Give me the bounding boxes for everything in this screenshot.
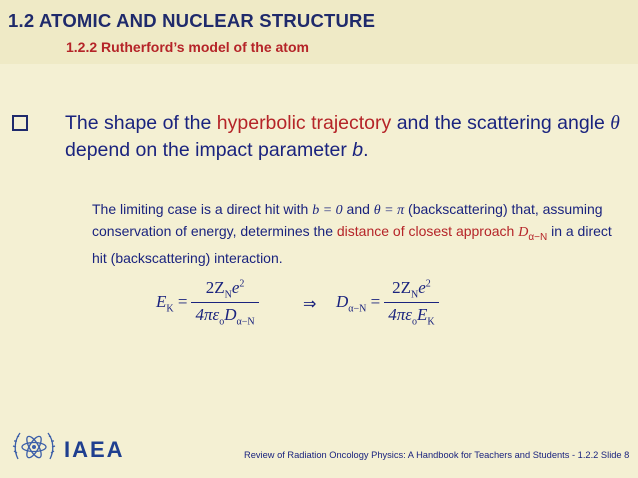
bullet-text-part: depend on the impact parameter <box>65 139 353 161</box>
eq-denominator: 4πε <box>388 305 412 325</box>
impact-parameter-symbol: b <box>352 139 364 161</box>
main-bullet-text <box>65 110 625 164</box>
eq-denominator-sub: o <box>411 316 417 328</box>
detail-highlight: distance of closest approach <box>336 223 515 239</box>
slide-title: 1.2 ATOMIC AND NUCLEAR STRUCTURE <box>8 10 376 31</box>
theta-equals-pi: θ = π <box>373 203 405 218</box>
eq-numerator-sub: N <box>224 289 232 301</box>
kinetic-energy-equation <box>156 278 259 334</box>
eq-right-fraction <box>384 278 438 328</box>
eq-numerator: 2Z <box>392 278 411 297</box>
eq-E-subscript: K <box>166 303 174 315</box>
eq-charge-e: e <box>418 278 426 297</box>
distance-subscript: α−N <box>528 231 548 243</box>
detail-text-part: in a direct hit (backscattering) interaction. <box>92 223 612 266</box>
distance-equation <box>336 278 439 334</box>
eq-D-subscript: α−N <box>348 303 367 315</box>
theta-symbol: θ <box>610 113 620 134</box>
eq-charge-e: e <box>231 278 240 297</box>
distance-symbol: D <box>518 225 529 240</box>
eq-numerator-sub: N <box>410 289 419 301</box>
bullet-square-icon <box>12 115 28 131</box>
detail-text-part: and <box>342 201 374 217</box>
eq-numerator: 2Z <box>205 278 225 297</box>
eq-left-fraction <box>191 278 258 328</box>
detail-text-part: (backscattering) that, assuming conservation of energy, determines the <box>92 201 603 239</box>
eq-E-symbol: E <box>156 291 167 311</box>
eq-numerator-sup: 2 <box>425 278 431 290</box>
eq-denominator-D: D <box>224 305 237 325</box>
eq-denominator-E: E <box>416 305 428 325</box>
eq-equals: = <box>177 291 188 311</box>
bullet-text-part: . <box>363 139 369 161</box>
eq-denominator-sub: o <box>219 316 225 328</box>
footer-reference: Review of Radiation Oncology Physics: A Handbook for Teachers and Students - 1.2.2 Slide 8 <box>244 450 630 460</box>
bullet-text-part: The shape of the <box>65 112 217 134</box>
b-equals-zero: b = 0 <box>312 203 343 218</box>
header-band <box>0 0 638 64</box>
iaea-logo-icon <box>8 423 60 471</box>
iaea-logo-text: IAEA <box>64 437 125 462</box>
bullet-text-part: and the scattering angle <box>391 112 611 134</box>
slide-subtitle: 1.2.2 Rutherford’s model of the atom <box>66 39 309 55</box>
eq-equals: = <box>370 291 381 311</box>
implies-arrow: ⇒ <box>303 294 317 313</box>
detail-paragraph <box>92 199 627 269</box>
eq-numerator-sup: 2 <box>239 278 245 290</box>
eq-denominator-D-sub: α−N <box>236 316 255 328</box>
detail-text-part: The limiting case is a direct hit with <box>92 201 313 217</box>
bullet-highlight: hyperbolic trajectory <box>216 112 392 134</box>
eq-D-symbol: D <box>336 291 349 311</box>
eq-denominator-E-sub: K <box>427 316 435 328</box>
eq-denominator: 4πε <box>195 305 220 325</box>
